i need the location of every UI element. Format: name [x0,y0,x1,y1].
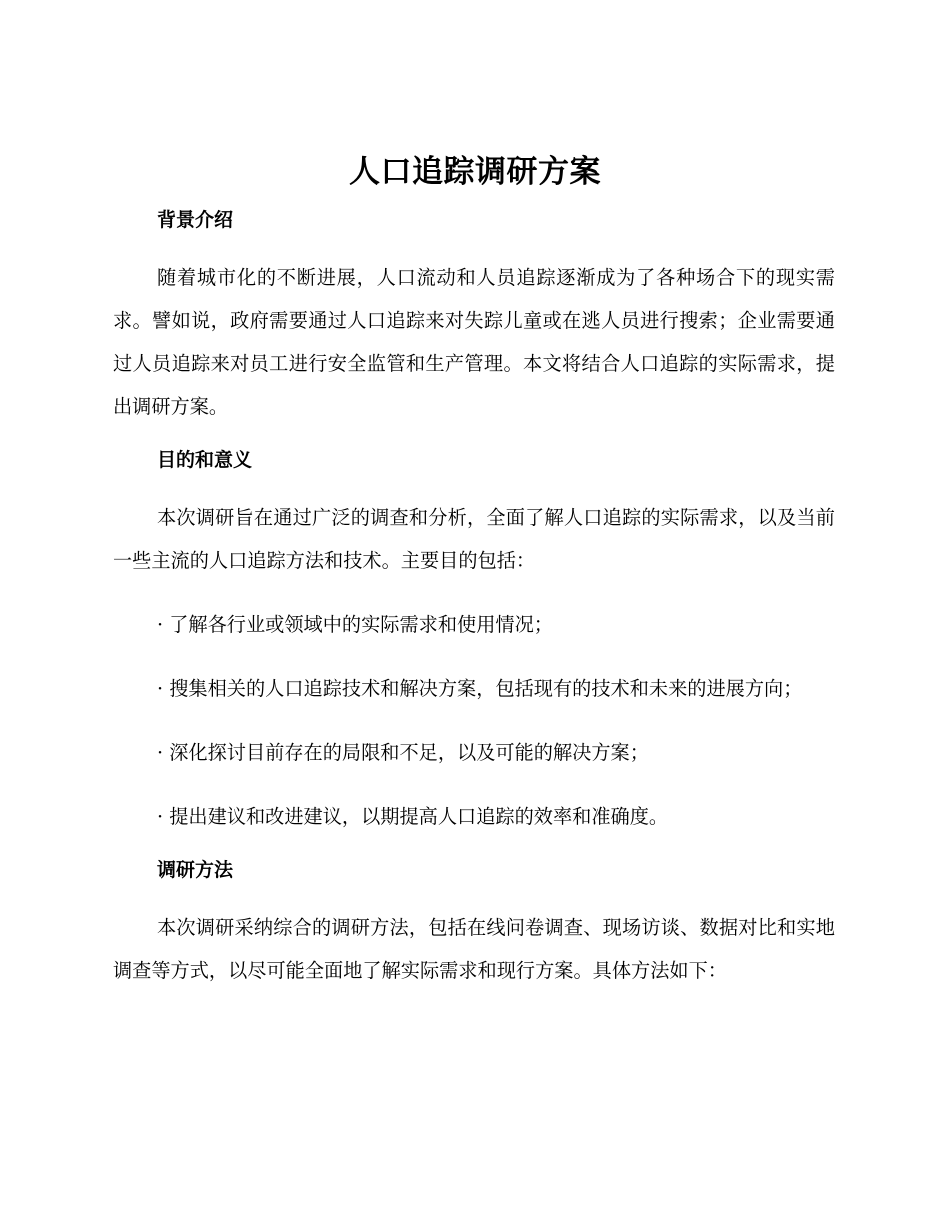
paragraph: 随着城市化的不断进展，人口流动和人员追踪逐渐成为了各种场合下的现实需求。譬如说，政府需要通过人口追踪来对失踪儿童或在逃人员进行搜索；企业需要通过人员追踪来对员工进行安全监管和生产管理。本文将结合人口追踪的实际需求，提出调研方案。 [113,266,835,418]
bullet-item: · 搜集相关的人口追踪技术和解决方案，包括现有的技术和未来的进展方向； [157,677,803,700]
bullet-item: · 深化探讨目前存在的局限和不足，以及可能的解决方案； [157,741,649,764]
section-method [113,852,835,992]
paragraph: 本次调研采纳综合的调研方法，包括在线问卷调查、现场访谈、数据对比和实地调查等方式，以尽可能全面地了解实际需求和现行方案。具体方法如下： [113,916,835,982]
section-heading: 目的和意义 [157,449,253,471]
bullet-item: · 了解各行业或领域中的实际需求和使用情况； [157,613,553,636]
section-purpose [113,442,835,838]
document-title: 人口追踪调研方案 [349,154,601,190]
section-background [113,202,835,428]
section-heading: 调研方法 [157,859,234,881]
bullet-item: · 提出建议和改进建议，以期提高人口追踪的效率和准确度。 [157,805,669,828]
section-heading: 背景介绍 [157,209,234,231]
paragraph: 本次调研旨在通过广泛的调查和分析，全面了解人口追踪的实际需求，以及当前一些主流的人口追踪方法和技术。主要目的包括： [113,506,835,572]
document-body [113,202,835,992]
